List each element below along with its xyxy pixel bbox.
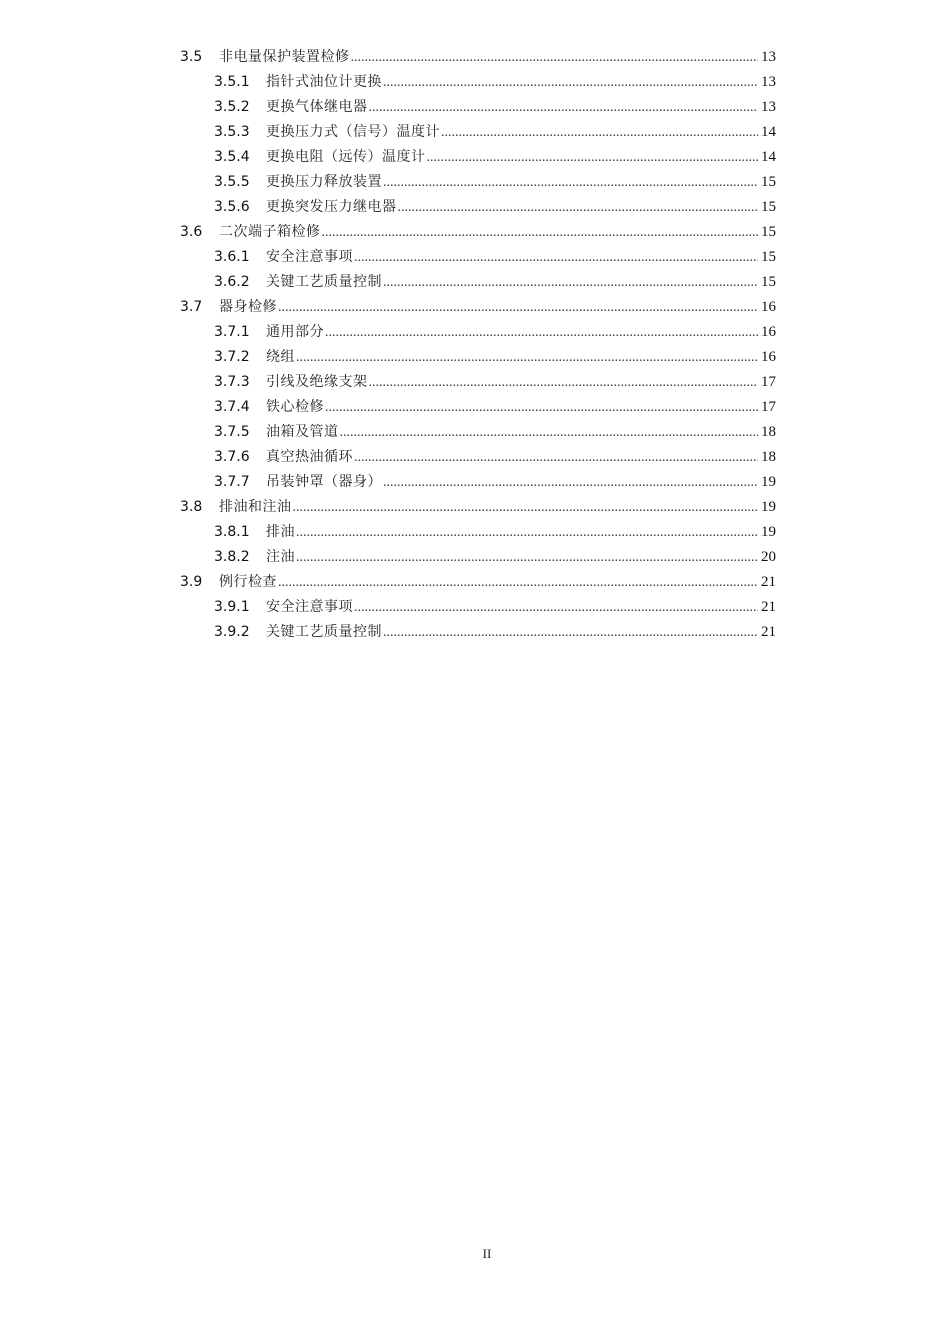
dot-leader xyxy=(369,97,759,119)
toc-number: 3.5 xyxy=(180,49,203,65)
toc-number: 3.9.1 xyxy=(214,599,250,615)
toc-entry-3-7-5[interactable] xyxy=(180,421,776,446)
toc-title: 非电量保护装置检修 xyxy=(219,49,350,65)
toc-title: 吊装钟罩（器身） xyxy=(266,474,382,490)
toc-number: 3.5.1 xyxy=(214,74,250,90)
toc-page-number: 14 xyxy=(761,149,776,165)
toc-title: 注油 xyxy=(266,549,295,565)
dot-leader xyxy=(398,197,759,219)
toc-number: 3.5.4 xyxy=(214,149,250,165)
toc-entry-3-6-2[interactable] xyxy=(180,271,776,296)
toc-page-number: 15 xyxy=(761,274,776,290)
dot-leader xyxy=(383,272,758,294)
toc-page-number: 13 xyxy=(761,99,776,115)
toc-title: 关键工艺质量控制 xyxy=(266,274,382,290)
toc-number: 3.6.1 xyxy=(214,249,250,265)
toc-title: 绕组 xyxy=(266,349,295,365)
toc-number: 3.8.2 xyxy=(214,549,250,565)
toc-entry-3-5-5[interactable] xyxy=(180,171,776,196)
dot-leader xyxy=(296,347,758,369)
dot-leader xyxy=(340,422,759,444)
toc-number: 3.7.5 xyxy=(214,424,250,440)
toc-title: 器身检修 xyxy=(219,299,277,315)
dot-leader xyxy=(383,172,758,194)
toc-page-number: 17 xyxy=(761,374,776,390)
toc-title: 更换电阻（远传）温度计 xyxy=(266,149,426,165)
toc-page-number: 16 xyxy=(761,324,776,340)
toc-title: 引线及绝缘支架 xyxy=(266,374,368,390)
toc-entry-3-8-1[interactable] xyxy=(180,521,776,546)
dot-leader xyxy=(278,297,758,319)
toc-entry-3-9-1[interactable] xyxy=(180,596,776,621)
toc-title: 排油和注油 xyxy=(219,499,292,515)
toc-title: 油箱及管道 xyxy=(266,424,339,440)
toc-page-number: 21 xyxy=(761,599,776,615)
page-footer-number: II xyxy=(482,1246,492,1261)
dot-leader xyxy=(296,522,758,544)
toc-number: 3.8.1 xyxy=(214,524,250,540)
toc-title: 安全注意事项 xyxy=(266,249,353,265)
dot-leader xyxy=(351,47,759,69)
toc-page-number: 18 xyxy=(761,424,776,440)
table-of-contents xyxy=(180,46,776,646)
toc-entry-3-6[interactable] xyxy=(180,221,776,246)
dot-leader xyxy=(383,622,758,644)
toc-page-number: 15 xyxy=(761,249,776,265)
toc-title: 安全注意事项 xyxy=(266,599,353,615)
dot-leader xyxy=(354,597,758,619)
toc-number: 3.5.6 xyxy=(214,199,250,215)
dot-leader xyxy=(278,572,758,594)
dot-leader xyxy=(354,247,758,269)
toc-title: 排油 xyxy=(266,524,295,540)
toc-number: 3.5.5 xyxy=(214,174,250,190)
toc-number: 3.9.2 xyxy=(214,624,250,640)
toc-title: 更换突发压力继电器 xyxy=(266,199,397,215)
toc-title: 通用部分 xyxy=(266,324,324,340)
toc-entry-3-7-1[interactable] xyxy=(180,321,776,346)
toc-number: 3.7.7 xyxy=(214,474,250,490)
toc-entry-3-7-2[interactable] xyxy=(180,346,776,371)
toc-entry-3-5[interactable] xyxy=(180,46,776,71)
dot-leader xyxy=(322,222,759,244)
toc-number: 3.7.3 xyxy=(214,374,250,390)
toc-title: 真空热油循环 xyxy=(266,449,353,465)
toc-number: 3.7.6 xyxy=(214,449,250,465)
toc-entry-3-6-1[interactable] xyxy=(180,246,776,271)
toc-page-number: 16 xyxy=(761,349,776,365)
toc-page-number: 18 xyxy=(761,449,776,465)
toc-entry-3-7-4[interactable] xyxy=(180,396,776,421)
toc-entry-3-7[interactable] xyxy=(180,296,776,321)
toc-entry-3-5-1[interactable] xyxy=(180,71,776,96)
dot-leader xyxy=(383,472,758,494)
toc-page-number: 20 xyxy=(761,549,776,565)
toc-number: 3.8 xyxy=(180,499,203,515)
toc-title: 二次端子箱检修 xyxy=(219,224,321,240)
toc-title: 铁心检修 xyxy=(266,399,324,415)
toc-number: 3.5.2 xyxy=(214,99,250,115)
dot-leader xyxy=(293,497,759,519)
toc-title: 更换压力式（信号）温度计 xyxy=(266,124,440,140)
dot-leader xyxy=(383,72,758,94)
toc-title: 关键工艺质量控制 xyxy=(266,624,382,640)
toc-number: 3.5.3 xyxy=(214,124,250,140)
toc-entry-3-7-3[interactable] xyxy=(180,371,776,396)
toc-page-number: 13 xyxy=(761,74,776,90)
toc-page-number: 21 xyxy=(761,624,776,640)
toc-entry-3-5-2[interactable] xyxy=(180,96,776,121)
toc-page-number: 15 xyxy=(761,199,776,215)
toc-title: 更换压力释放装置 xyxy=(266,174,382,190)
dot-leader xyxy=(441,122,758,144)
dot-leader xyxy=(296,547,758,569)
toc-entry-3-5-3[interactable] xyxy=(180,121,776,146)
toc-page-number: 17 xyxy=(761,399,776,415)
toc-page-number: 19 xyxy=(761,499,776,515)
toc-title: 例行检查 xyxy=(219,574,277,590)
toc-page-number: 14 xyxy=(761,124,776,140)
dot-leader xyxy=(325,397,758,419)
toc-number: 3.7.1 xyxy=(214,324,250,340)
toc-entry-3-5-6[interactable] xyxy=(180,196,776,221)
dot-leader xyxy=(427,147,759,169)
toc-page-number: 19 xyxy=(761,524,776,540)
toc-title: 更换气体继电器 xyxy=(266,99,368,115)
toc-entry-3-7-6[interactable] xyxy=(180,446,776,471)
toc-page-number: 21 xyxy=(761,574,776,590)
toc-number: 3.7 xyxy=(180,299,203,315)
toc-entry-3-7-7[interactable] xyxy=(180,471,776,496)
toc-number: 3.9 xyxy=(180,574,203,590)
dot-leader xyxy=(325,322,758,344)
toc-page-number: 19 xyxy=(761,474,776,490)
toc-page-number: 16 xyxy=(761,299,776,315)
dot-leader xyxy=(369,372,759,394)
toc-entry-3-8[interactable] xyxy=(180,496,776,521)
toc-entry-3-5-4[interactable] xyxy=(180,146,776,171)
toc-page-number: 13 xyxy=(761,49,776,65)
toc-page-number: 15 xyxy=(761,224,776,240)
toc-title: 指针式油位计更换 xyxy=(266,74,382,90)
toc-entry-3-9-2[interactable] xyxy=(180,621,776,646)
toc-number: 3.7.2 xyxy=(214,349,250,365)
toc-page-number: 15 xyxy=(761,174,776,190)
toc-number: 3.6.2 xyxy=(214,274,250,290)
toc-entry-3-9[interactable] xyxy=(180,571,776,596)
dot-leader xyxy=(354,447,758,469)
toc-entry-3-8-2[interactable] xyxy=(180,546,776,571)
toc-number: 3.7.4 xyxy=(214,399,250,415)
toc-number: 3.6 xyxy=(180,224,203,240)
